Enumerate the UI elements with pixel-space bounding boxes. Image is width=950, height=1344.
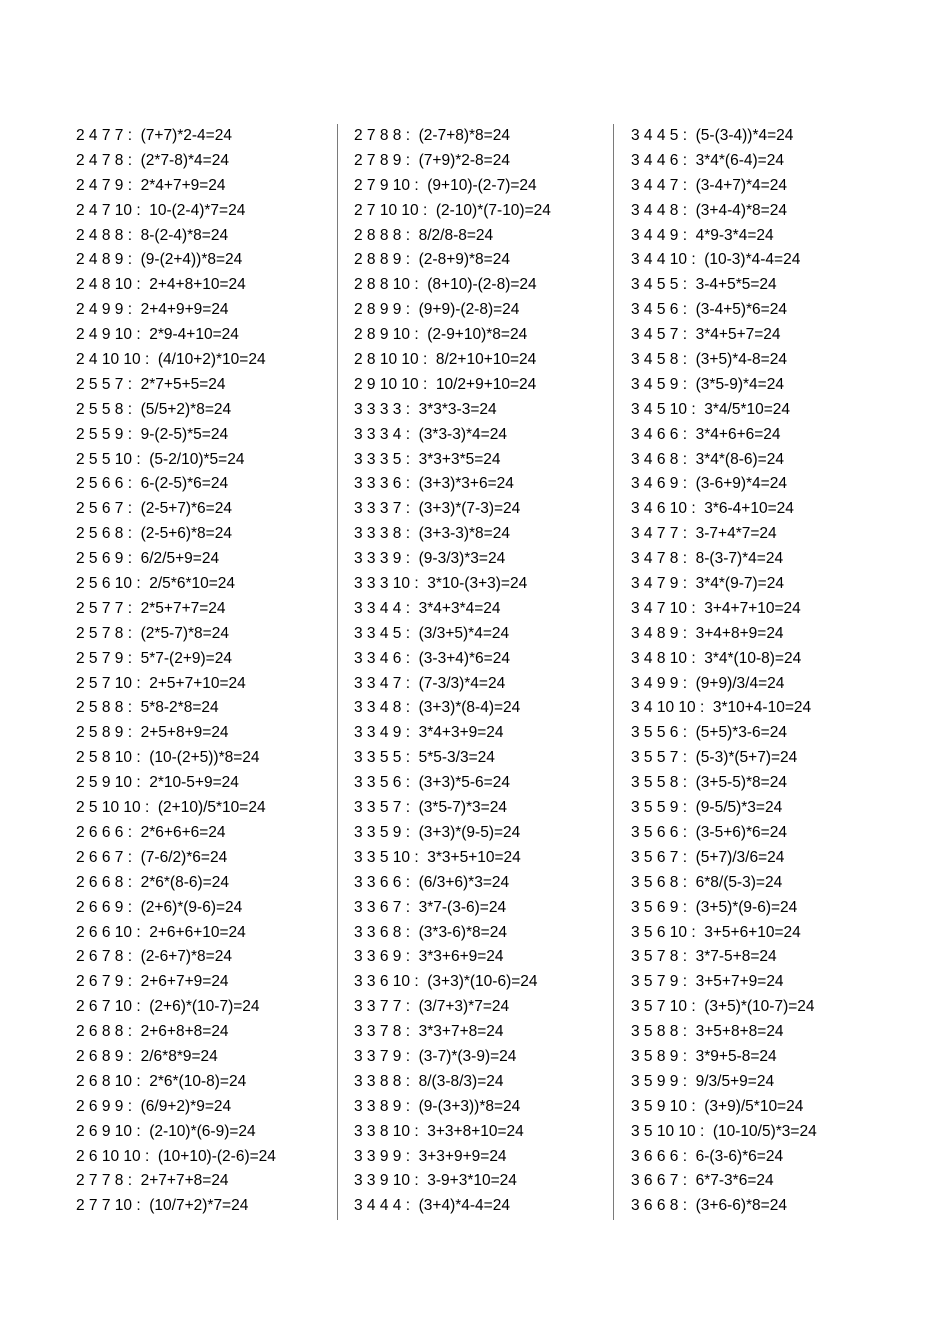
- solution-row: 3 4 6 9 : (3-6+9)*4=24: [631, 475, 787, 493]
- solution-row: 3 3 5 9 : (3+3)*(9-5)=24: [354, 823, 521, 841]
- solution-row: 3 5 7 10 : (3+5)*(10-7)=24: [631, 998, 815, 1016]
- solution-row: 3 4 5 7 : 3*4+5+7=24: [631, 326, 781, 344]
- solution-row: 2 6 8 9 : 2/6*8*9=24: [76, 1047, 218, 1065]
- solution-row: 2 6 9 10 : (2-10)*(6-9)=24: [76, 1122, 256, 1140]
- solution-row: 2 4 7 8 : (2*7-8)*4=24: [76, 151, 229, 169]
- solution-row: 3 3 6 6 : (6/3+6)*3=24: [354, 873, 510, 891]
- solution-row: 3 4 4 4 : (3+4)*4-4=24: [354, 1197, 510, 1215]
- solution-row: 3 6 6 6 : 6-(3-6)*6=24: [631, 1147, 784, 1165]
- solution-row: 3 4 4 6 : 3*4*(6-4)=24: [631, 151, 784, 169]
- solution-row: 2 4 8 10 : 2+4+8+10=24: [76, 276, 246, 294]
- solution-row: 3 3 5 7 : (3*5-7)*3=24: [354, 799, 507, 817]
- solution-row: 3 3 4 7 : (7-3/3)*4=24: [354, 674, 506, 692]
- solution-row: 2 8 8 10 : (8+10)-(2-8)=24: [354, 276, 537, 294]
- solution-row: 2 4 7 10 : 10-(2-4)*7=24: [76, 201, 246, 219]
- solution-row: 3 3 9 9 : 3+3+9+9=24: [354, 1147, 507, 1165]
- solution-row: 2 4 8 9 : (9-(2+4))*8=24: [76, 251, 243, 269]
- solution-row: 2 6 6 6 : 2*6+6+6=24: [76, 823, 226, 841]
- solutions-column-2: [354, 124, 614, 1219]
- column-divider: [337, 124, 338, 1220]
- solution-row: 3 5 8 8 : 3+5+8+8=24: [631, 1023, 784, 1041]
- solution-row: 3 3 8 8 : 8/(3-8/3)=24: [354, 1072, 504, 1090]
- solutions-column-3: [631, 124, 891, 1219]
- solution-row: 3 3 3 10 : 3*10-(3+3)=24: [354, 575, 528, 593]
- solution-row: 3 4 4 5 : (5-(3-4))*4=24: [631, 127, 794, 144]
- solution-row: 2 7 8 9 : (7+9)*2-8=24: [354, 151, 510, 169]
- solution-row: 2 9 10 10 : 10/2+9+10=24: [354, 375, 537, 393]
- solution-row: 2 6 9 9 : (6/9+2)*9=24: [76, 1097, 232, 1115]
- solution-row: 3 3 3 9 : (9-3/3)*3=24: [354, 550, 506, 568]
- solution-row: 3 3 4 8 : (3+3)*(8-4)=24: [354, 699, 521, 717]
- solution-row: 2 5 6 10 : 2/5*6*10=24: [76, 575, 236, 593]
- solution-row: 2 6 8 10 : 2*6*(10-8)=24: [76, 1072, 247, 1090]
- solution-row: 3 4 7 9 : 3*4*(9-7)=24: [631, 575, 784, 593]
- solution-row: 2 6 6 10 : 2+6+6+10=24: [76, 923, 246, 941]
- solution-row: 3 5 6 9 : (3+5)*(9-6)=24: [631, 898, 798, 916]
- solution-row: 3 3 3 4 : (3*3-3)*4=24: [354, 425, 507, 443]
- solution-row: 3 3 4 9 : 3*4+3+9=24: [354, 724, 504, 742]
- solution-row: 3 4 5 6 : (3-4+5)*6=24: [631, 301, 787, 319]
- solution-row: 3 5 10 10 : (10-10/5)*3=24: [631, 1122, 817, 1140]
- solution-row: 3 4 6 6 : 3*4+6+6=24: [631, 425, 781, 443]
- solution-row: 3 3 3 8 : (3+3-3)*8=24: [354, 525, 510, 543]
- solution-row: 2 5 5 7 : 2*7+5+5=24: [76, 375, 226, 393]
- solution-row: 3 4 8 9 : 3+4+8+9=24: [631, 624, 784, 642]
- solution-row: 3 4 5 5 : 3-4+5*5=24: [631, 276, 777, 294]
- solution-row: 2 6 6 8 : 2*6*(8-6)=24: [76, 873, 229, 891]
- solution-row: 2 5 10 10 : (2+10)/5*10=24: [76, 799, 266, 817]
- solution-row: 3 6 6 8 : (3+6-6)*8=24: [631, 1197, 787, 1215]
- solution-row: 3 6 6 7 : 6*7-3*6=24: [631, 1172, 774, 1190]
- solution-row: 3 5 8 9 : 3*9+5-8=24: [631, 1047, 777, 1065]
- solution-row: 2 8 10 10 : 8/2+10+10=24: [354, 351, 537, 369]
- solution-row: 2 6 6 7 : (7-6/2)*6=24: [76, 848, 228, 866]
- solution-row: 2 5 7 8 : (2*5-7)*8=24: [76, 624, 229, 642]
- solution-row: 3 3 7 7 : (3/7+3)*7=24: [354, 998, 510, 1016]
- solution-row: 2 7 7 8 : 2+7+7+8=24: [76, 1172, 229, 1190]
- solution-row: 2 5 8 10 : (10-(2+5))*8=24: [76, 749, 260, 767]
- solution-row: 3 3 3 7 : (3+3)*(7-3)=24: [354, 500, 521, 518]
- solution-row: 3 5 6 6 : (3-5+6)*6=24: [631, 823, 787, 841]
- solution-row: 2 5 6 8 : (2-5+6)*8=24: [76, 525, 232, 543]
- solution-row: 2 5 8 9 : 2+5+8+9=24: [76, 724, 229, 742]
- solution-row: 3 4 6 10 : 3*6-4+10=24: [631, 500, 794, 518]
- solution-row: 3 3 9 10 : 3-9+3*10=24: [354, 1172, 517, 1190]
- solution-row: 3 5 7 8 : 3*7-5+8=24: [631, 948, 777, 966]
- solution-row: 2 8 8 8 : 8/2/8-8=24: [354, 226, 494, 244]
- solution-row: 2 7 8 8 : (2-7+8)*8=24: [354, 127, 510, 144]
- solution-row: 3 4 6 8 : 3*4*(8-6)=24: [631, 450, 784, 468]
- solution-row: 3 5 5 8 : (3+5-5)*8=24: [631, 774, 787, 792]
- solution-row: 2 5 5 10 : (5-2/10)*5=24: [76, 450, 245, 468]
- solution-row: 3 5 6 7 : (5+7)/3/6=24: [631, 848, 785, 866]
- solution-row: 3 4 10 10 : 3*10+4-10=24: [631, 699, 812, 717]
- solution-row: 3 4 7 8 : 8-(3-7)*4=24: [631, 550, 784, 568]
- solution-row: 3 5 5 9 : (9-5/5)*3=24: [631, 799, 783, 817]
- solution-row: 3 3 3 5 : 3*3+3*5=24: [354, 450, 501, 468]
- solution-row: 3 3 7 9 : (3-7)*(3-9)=24: [354, 1047, 517, 1065]
- solution-row: 3 4 8 10 : 3*4*(10-8)=24: [631, 649, 802, 667]
- solution-row: 3 5 9 9 : 9/3/5+9=24: [631, 1072, 775, 1090]
- solution-row: 3 3 4 6 : (3-3+4)*6=24: [354, 649, 510, 667]
- solution-row: 3 5 9 10 : (3+9)/5*10=24: [631, 1097, 804, 1115]
- solution-row: 3 5 7 9 : 3+5+7+9=24: [631, 973, 784, 991]
- solutions-column-1: [76, 124, 336, 1219]
- solution-row: 2 4 9 9 : 2+4+9+9=24: [76, 301, 229, 319]
- solution-row: 3 3 6 7 : 3*7-(3-6)=24: [354, 898, 507, 916]
- solution-row: 2 7 9 10 : (9+10)-(2-7)=24: [354, 176, 537, 194]
- solution-row: 2 4 10 10 : (4/10+2)*10=24: [76, 351, 266, 369]
- solution-row: 3 3 3 6 : (3+3)*3+6=24: [354, 475, 514, 493]
- solution-row: 3 4 4 8 : (3+4-4)*8=24: [631, 201, 787, 219]
- solution-row: 2 8 9 10 : (2-9+10)*8=24: [354, 326, 528, 344]
- solution-row: 3 4 9 9 : (9+9)/3/4=24: [631, 674, 785, 692]
- solution-row: 2 5 5 8 : (5/5+2)*8=24: [76, 400, 232, 418]
- solution-row: 2 8 9 9 : (9+9)-(2-8)=24: [354, 301, 520, 319]
- solution-row: 2 8 8 9 : (2-8+9)*8=24: [354, 251, 510, 269]
- solution-row: 3 4 4 9 : 4*9-3*4=24: [631, 226, 774, 244]
- solution-row: 2 7 7 10 : (10/7+2)*7=24: [76, 1197, 249, 1215]
- solution-row: 3 3 3 3 : 3*3*3-3=24: [354, 400, 497, 418]
- solution-row: 2 6 6 9 : (2+6)*(9-6)=24: [76, 898, 243, 916]
- solution-row: 3 3 5 10 : 3*3+5+10=24: [354, 848, 521, 866]
- solution-row: 3 4 5 9 : (3*5-9)*4=24: [631, 375, 784, 393]
- solution-row: 2 6 7 9 : 2+6+7+9=24: [76, 973, 229, 991]
- solution-row: 2 6 10 10 : (10+10)-(2-6)=24: [76, 1147, 276, 1165]
- solution-row: 2 5 5 9 : 9-(2-5)*5=24: [76, 425, 229, 443]
- solution-row: 2 4 8 8 : 8-(2-4)*8=24: [76, 226, 229, 244]
- solution-row: 2 7 10 10 : (2-10)*(7-10)=24: [354, 201, 551, 219]
- solution-row: 2 6 8 8 : 2+6+8+8=24: [76, 1023, 229, 1041]
- solution-row: 3 3 7 8 : 3*3+7+8=24: [354, 1023, 504, 1041]
- solution-row: 2 5 7 7 : 2*5+7+7=24: [76, 599, 226, 617]
- solution-row: 3 3 8 10 : 3+3+8+10=24: [354, 1122, 524, 1140]
- solution-row: 2 4 9 10 : 2*9-4+10=24: [76, 326, 239, 344]
- solution-row: 3 3 6 9 : 3*3+6+9=24: [354, 948, 504, 966]
- solution-row: 3 3 5 6 : (3+3)*5-6=24: [354, 774, 510, 792]
- solution-row: 2 5 7 10 : 2+5+7+10=24: [76, 674, 246, 692]
- solution-row: 2 5 9 10 : 2*10-5+9=24: [76, 774, 239, 792]
- solution-row: 3 4 5 10 : 3*4/5*10=24: [631, 400, 791, 418]
- solution-row: 3 5 5 7 : (5-3)*(5+7)=24: [631, 749, 798, 767]
- solution-row: 3 5 6 8 : 6*8/(5-3)=24: [631, 873, 783, 891]
- solution-row: 2 5 6 9 : 6/2/5+9=24: [76, 550, 220, 568]
- solution-row: 3 4 4 7 : (3-4+7)*4=24: [631, 176, 787, 194]
- solution-row: 3 3 6 10 : (3+3)*(10-6)=24: [354, 973, 538, 991]
- solution-row: 3 5 6 10 : 3+5+6+10=24: [631, 923, 801, 941]
- solution-row: 2 5 7 9 : 5*7-(2+9)=24: [76, 649, 232, 667]
- solution-row: 3 4 5 8 : (3+5)*4-8=24: [631, 351, 787, 369]
- solution-row: 3 4 7 7 : 3-7+4*7=24: [631, 525, 777, 543]
- solution-row: 2 4 7 7 : (7+7)*2-4=24: [76, 127, 232, 144]
- solution-row: 3 3 6 8 : (3*3-6)*8=24: [354, 923, 507, 941]
- solution-row: 2 6 7 8 : (2-6+7)*8=24: [76, 948, 232, 966]
- solution-row: 2 5 6 6 : 6-(2-5)*6=24: [76, 475, 229, 493]
- solution-row: 2 5 8 8 : 5*8-2*8=24: [76, 699, 219, 717]
- solution-row: 2 6 7 10 : (2+6)*(10-7)=24: [76, 998, 260, 1016]
- solution-row: 2 4 7 9 : 2*4+7+9=24: [76, 176, 226, 194]
- solution-row: 2 5 6 7 : (2-5+7)*6=24: [76, 500, 232, 518]
- solution-row: 3 3 8 9 : (9-(3+3))*8=24: [354, 1097, 521, 1115]
- solution-row: 3 3 4 5 : (3/3+5)*4=24: [354, 624, 510, 642]
- solution-row: 3 4 7 10 : 3+4+7+10=24: [631, 599, 801, 617]
- solution-row: 3 4 4 10 : (10-3)*4-4=24: [631, 251, 801, 269]
- solution-row: 3 3 4 4 : 3*4+3*4=24: [354, 599, 501, 617]
- solution-row: 3 3 5 5 : 5*5-3/3=24: [354, 749, 495, 767]
- solution-row: 3 5 5 6 : (5+5)*3-6=24: [631, 724, 787, 742]
